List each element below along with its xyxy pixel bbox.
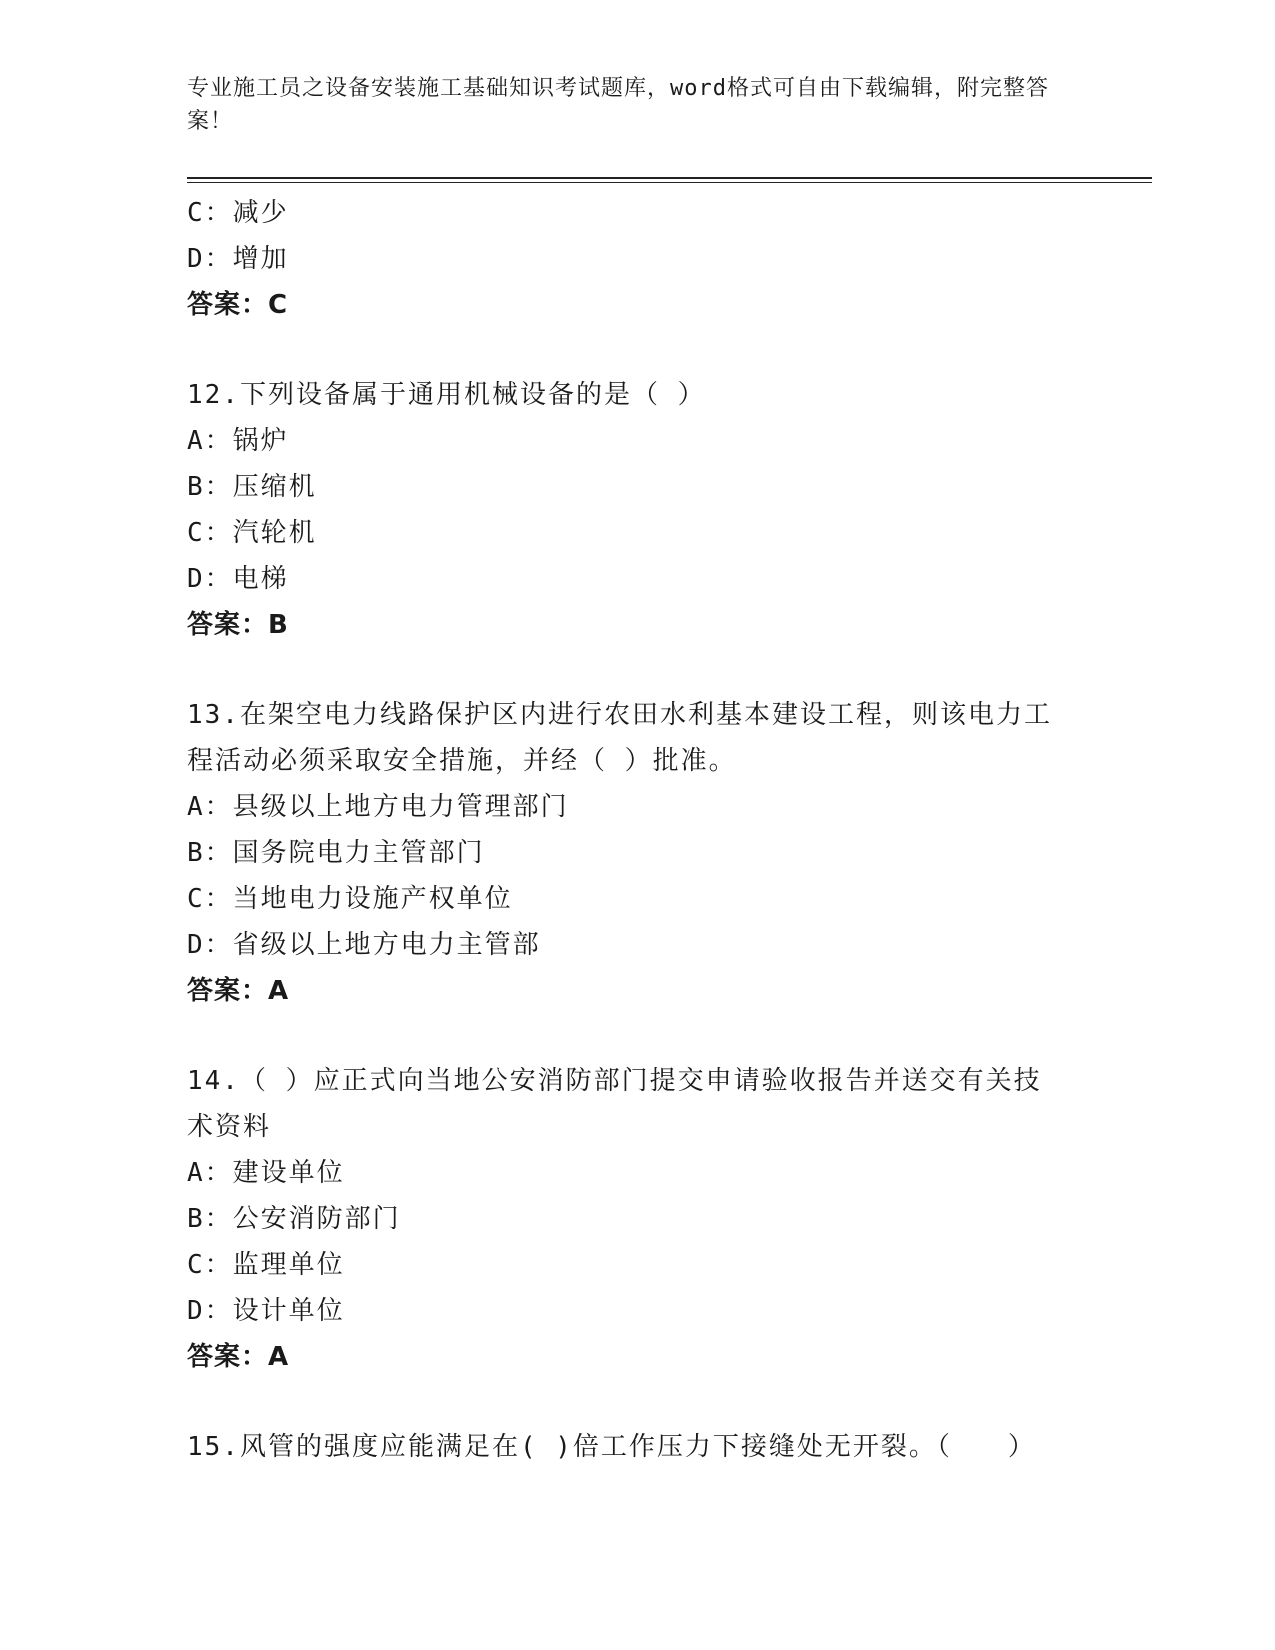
document-header	[187, 72, 1087, 138]
option-d: D：设计单位	[187, 1296, 345, 1326]
question-content	[187, 190, 1107, 1470]
answer-line: 答案：A	[187, 976, 290, 1006]
question-13	[187, 692, 1107, 1014]
answer-line: 答案：B	[187, 610, 289, 640]
option-a: A：锅炉	[187, 426, 289, 456]
prev-question-tail	[187, 190, 1107, 328]
option-b: B：公安消防部门	[187, 1204, 401, 1234]
answer-line: 答案：A	[187, 1342, 290, 1372]
answer-line: 答案：C	[187, 290, 289, 320]
question-15	[187, 1424, 1107, 1470]
option-d: D：增加	[187, 244, 289, 274]
option-b: B：国务院电力主管部门	[187, 838, 485, 868]
question-text-line-1: 14.（ ）应正式向当地公安消防部门提交申请验收报告并送交有关技	[187, 1066, 1042, 1096]
option-c: C：汽轮机	[187, 518, 317, 548]
question-text-line-1: 13.在架空电力线路保护区内进行农田水利基本建设工程，则该电力工	[187, 700, 1052, 730]
option-d: D：省级以上地方电力主管部	[187, 930, 541, 960]
option-a: A：县级以上地方电力管理部门	[187, 792, 569, 822]
option-c: C：监理单位	[187, 1250, 345, 1280]
header-divider-thin	[187, 182, 1152, 183]
question-12	[187, 372, 1107, 648]
question-14	[187, 1058, 1107, 1380]
header-title: 专业施工员之设备安装施工基础知识考试题库，word格式可自由下载编辑，附完整答案！	[187, 76, 1049, 134]
question-text: 15.风管的强度应能满足在( )倍工作压力下接缝处无开裂。（ ）	[187, 1432, 1036, 1462]
option-d: D：电梯	[187, 564, 289, 594]
option-b: B：压缩机	[187, 472, 317, 502]
question-text-line-2: 程活动必须采取安全措施，并经（ ）批准。	[187, 746, 737, 776]
option-a: A：建设单位	[187, 1158, 345, 1188]
header-divider-thick	[187, 177, 1152, 179]
option-c: C：当地电力设施产权单位	[187, 884, 513, 914]
question-text-line-2: 术资料	[187, 1112, 272, 1142]
question-text: 12.下列设备属于通用机械设备的是（ ）	[187, 380, 706, 410]
option-c: C：减少	[187, 198, 289, 228]
